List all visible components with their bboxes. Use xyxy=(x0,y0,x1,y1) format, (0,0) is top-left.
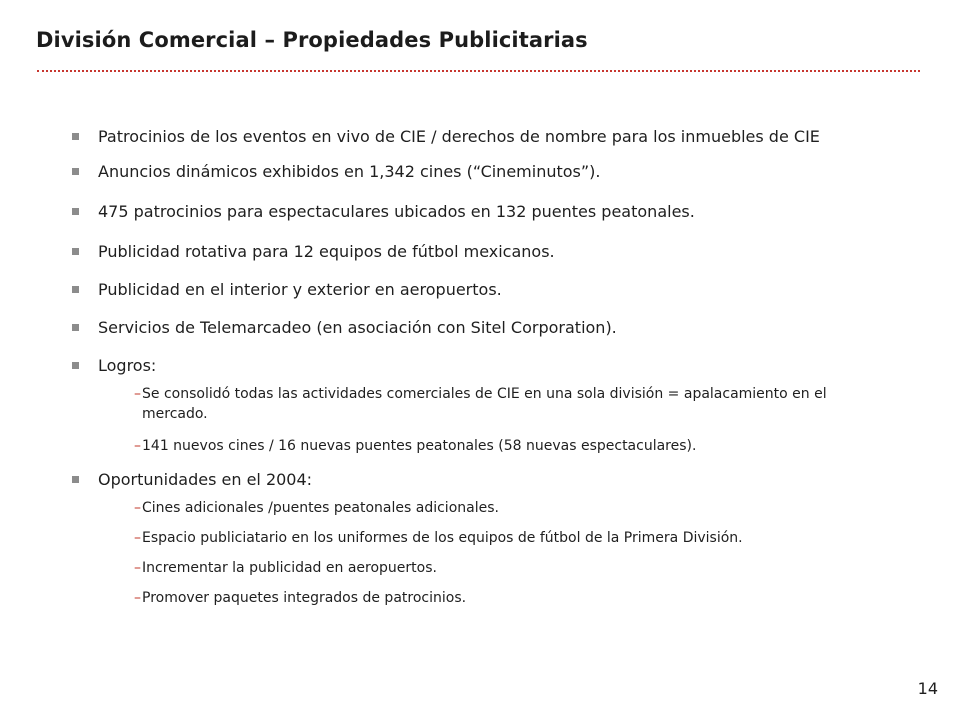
bullet-item xyxy=(70,127,930,147)
sub-bullet-text: Se consolidó todas las actividades comerciales de CIE en una sola división = apalacamiento en el mercado. xyxy=(142,386,827,422)
square-bullet-icon xyxy=(72,168,79,175)
square-bullet-icon xyxy=(72,362,79,369)
title-divider xyxy=(37,70,920,72)
square-bullet-icon xyxy=(72,324,79,331)
square-bullet-icon xyxy=(72,133,79,140)
bullet-text: Servicios de Telemarcadeo (en asociación con Sitel Corporation). xyxy=(98,318,617,337)
sub-bullet-text: Cines adicionales /puentes peatonales adicionales. xyxy=(142,500,499,516)
bullet-item xyxy=(70,242,930,262)
sub-bullet-text: Promover paquetes integrados de patrocinios. xyxy=(142,590,467,606)
sub-bullet-item xyxy=(134,558,852,578)
dash-marker: – xyxy=(134,560,141,576)
bullet-item xyxy=(70,202,930,222)
sub-bullet-item xyxy=(134,384,852,424)
bullet-item xyxy=(70,280,930,300)
dash-marker: – xyxy=(134,438,141,454)
slide-title: División Comercial – Propiedades Publicitarias xyxy=(36,28,588,52)
sub-bullet-text: Incrementar la publicidad en aeropuertos. xyxy=(142,560,437,576)
bullet-text: 475 patrocinios para espectaculares ubicados en 132 puentes peatonales. xyxy=(98,202,695,221)
page-number: 14 xyxy=(917,679,938,698)
square-bullet-icon xyxy=(72,208,79,215)
sub-bullet-item xyxy=(134,498,852,518)
dash-marker: – xyxy=(134,530,141,546)
bullet-text: Publicidad en el interior y exterior en aeropuertos. xyxy=(98,280,502,299)
square-bullet-icon xyxy=(72,476,79,483)
bullet-item xyxy=(70,356,930,376)
dash-marker: – xyxy=(134,500,141,516)
bullet-item xyxy=(70,318,930,338)
bullet-text: Logros: xyxy=(98,356,157,375)
sub-bullet-item xyxy=(134,436,852,456)
square-bullet-icon xyxy=(72,248,79,255)
bullet-text: Anuncios dinámicos exhibidos en 1,342 cines (“Cineminutos”). xyxy=(98,162,601,181)
dash-marker: – xyxy=(134,590,141,606)
dash-marker: – xyxy=(134,386,141,402)
sub-bullet-item xyxy=(134,528,852,548)
bullet-text: Patrocinios de los eventos en vivo de CIE / derechos de nombre para los inmuebles de CIE xyxy=(98,127,820,146)
bullet-list xyxy=(70,127,930,608)
bullet-item xyxy=(70,162,930,182)
sub-bullet-text: 141 nuevos cines / 16 nuevas puentes peatonales (58 nuevas espectaculares). xyxy=(142,438,697,454)
square-bullet-icon xyxy=(72,286,79,293)
sub-bullet-text: Espacio publiciatario en los uniformes de los equipos de fútbol de la Primera División. xyxy=(142,530,743,546)
bullet-text: Publicidad rotativa para 12 equipos de fútbol mexicanos. xyxy=(98,242,555,261)
bullet-text: Oportunidades en el 2004: xyxy=(98,470,313,489)
sub-bullet-item xyxy=(134,588,852,608)
bullet-item xyxy=(70,470,930,490)
